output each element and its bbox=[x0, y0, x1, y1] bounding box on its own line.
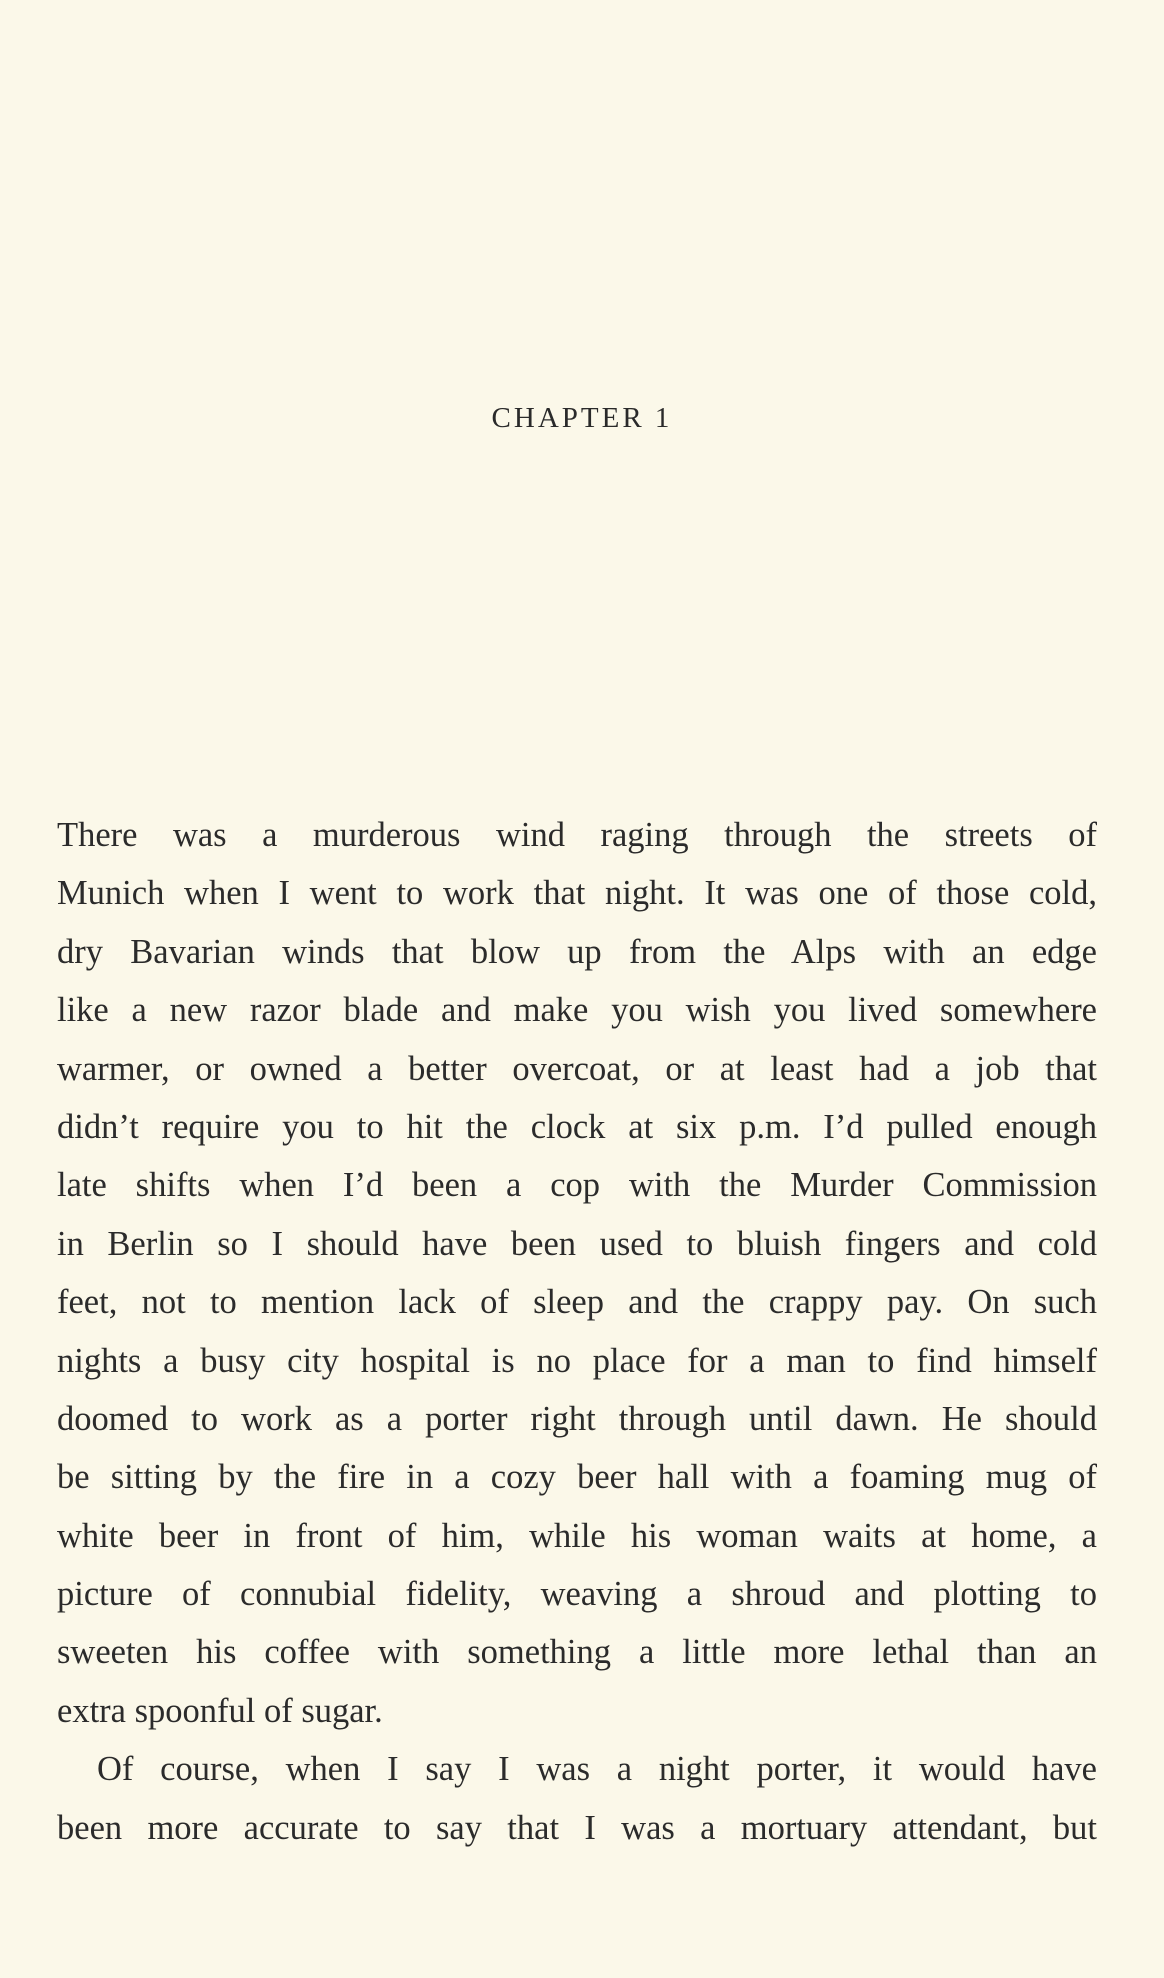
text-line: There was a murderous wind raging through the streets of bbox=[57, 816, 1097, 854]
text-line: in Berlin so I should have been used to bluish fingers and cold bbox=[57, 1224, 1097, 1263]
text-line: extra spoonful of sugar. bbox=[57, 1691, 383, 1730]
text-line: like a new razor blade and make you wish you lived somewhere bbox=[57, 991, 1097, 1030]
text-line: feet, not to mention lack of sleep and the crappy pay. On such bbox=[57, 1283, 1097, 1322]
text-line: been more accurate to say that I was a mortuary attendant, but bbox=[57, 1808, 1097, 1847]
text-line: picture of connubial fidelity, weaving a shroud and plotting to bbox=[57, 1575, 1097, 1614]
text-line: dry Bavarian winds that blow up from the Alps with an edge bbox=[57, 932, 1097, 971]
text-line: Munich when I went to work that night. It was one of those cold, bbox=[57, 874, 1097, 913]
text-line: warmer, or owned a better overcoat, or at least had a job that bbox=[57, 1049, 1097, 1088]
text-line: Of course, when I say I was a night porter, it would have bbox=[97, 1750, 1097, 1789]
chapter-heading: CHAPTER 1 bbox=[491, 402, 673, 434]
text-line: didn’t require you to hit the clock at six p.m. I’d pulled enough bbox=[57, 1107, 1097, 1146]
text-line: sweeten his coffee with something a little more lethal than an bbox=[57, 1633, 1097, 1672]
body-text bbox=[57, 806, 1097, 1857]
text-line: nights a busy city hospital is no place for a man to find himself bbox=[57, 1341, 1097, 1380]
text-line: late shifts when I’d been a cop with the Murder Commission bbox=[57, 1166, 1097, 1205]
text-line: doomed to work as a porter right through until dawn. He should bbox=[57, 1399, 1097, 1438]
text-line: white beer in front of him, while his woman waits at home, a bbox=[57, 1516, 1097, 1555]
paragraph-2 bbox=[57, 1740, 1097, 1857]
paragraph-1 bbox=[57, 806, 1097, 1740]
text-line: be sitting by the fire in a cozy beer hall with a foaming mug of bbox=[57, 1458, 1097, 1497]
